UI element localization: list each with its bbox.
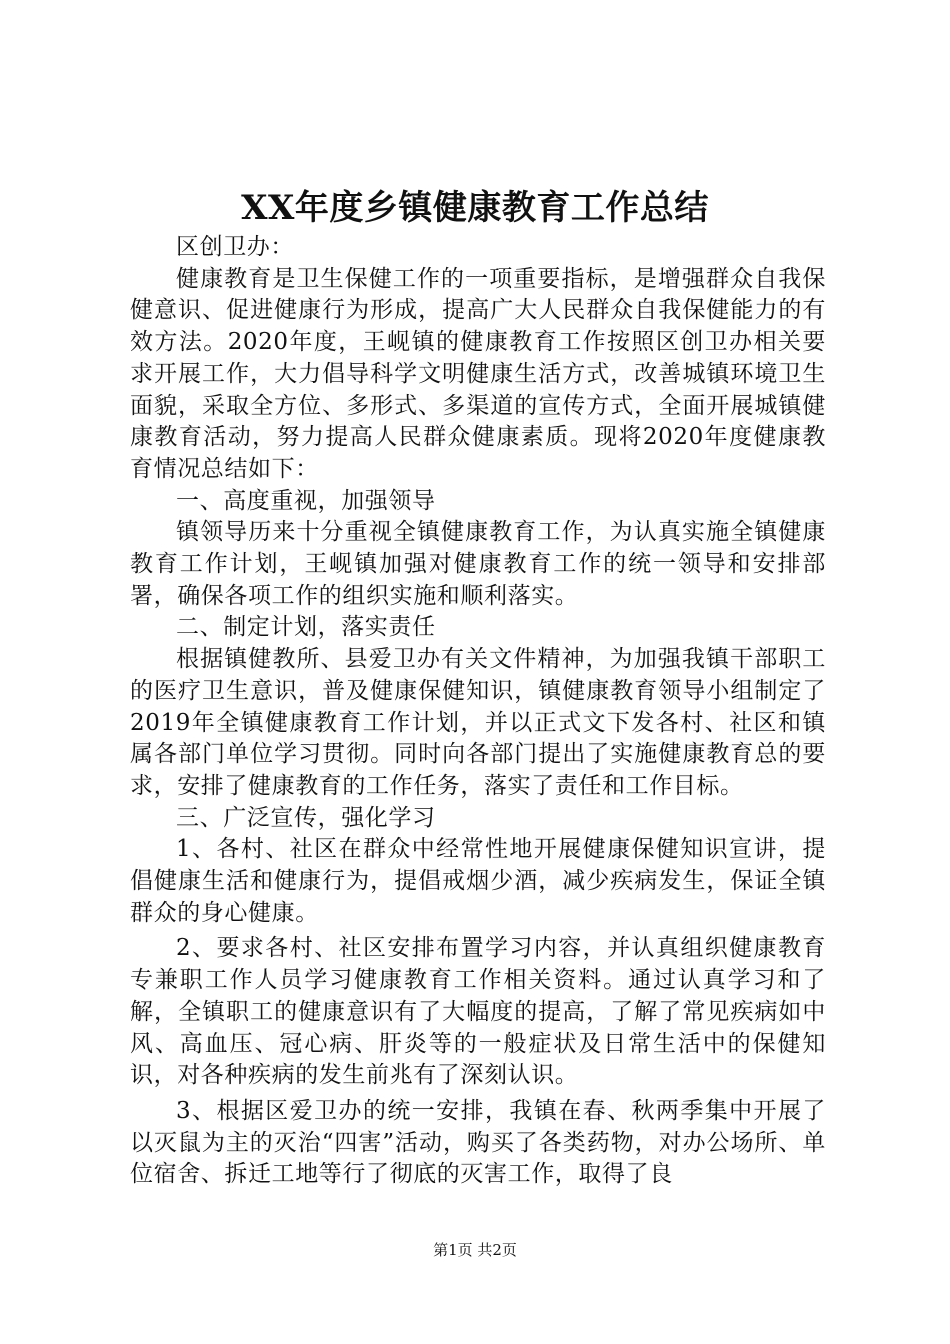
section-2-heading: 二、制定计划，落实责任 [176,614,436,641]
page-number-footer: 第1页 共2页 [433,1241,517,1259]
section-1-paragraph: 镇领导历来十分重视全镇健康教育工作，为认真实施全镇健康教育工作计划，王岘镇加强对健康教育工作的统一领导和安排部署，确保各项工作的组织实施和顺利落实。 [130,519,826,609]
section-1-heading: 一、高度重视，加强领导 [176,487,436,514]
section-3-heading: 三、广泛宣传，强化学习 [176,804,436,831]
document-title: XX年度乡镇健康教育工作总结 [241,188,709,228]
section-2-paragraph: 根据镇健教所、县爱卫办有关文件精神，为加强我镇干部职工的医疗卫生意识，普及健康保健知识，镇健康教育领导小组制定了2019年全镇健康教育工作计划，并以正式文下发各村、社区和镇属各部门单位学习贯彻。同时向各部门提出了实施健康教育总的要求，安排了健康教育的工作任务，落实了责任和工作目标。 [130,646,826,799]
section-3-item-3: 3、根据区爱卫办的统一安排，我镇在春、秋两季集中开展了以灭鼠为主的灭治“四害”活动，购买了各类药物，对办公场所、单位宿舍、拆迁工地等行了彻底的灭害工作，取得了良 [130,1097,826,1188]
document-body [130,232,826,1191]
intro-paragraph: 健康教育是卫生保健工作的一项重要指标，是增强群众自我保健意识、促进健康行为形成，提高广大人民群众自我保健能力的有效方法。2020年度，王岘镇的健康教育工作按照区创卫办相关要求开展工作，大力倡导科学文明健康生活方式，改善城镇环境卫生面貌，采取全方位、多形式、多渠道的宣传方式，全面开展城镇健康教育活动，努力提高人民群众健康素质。现将2020年度健康教育情况总结如下： [130,265,826,482]
section-3-item-1: 1、各村、社区在群众中经常性地开展健康保健知识宣讲，提倡健康生活和健康行为，提倡戒烟少酒，减少疾病发生，保证全镇群众的身心健康。 [130,836,826,926]
section-3-item-2: 2、要求各村、社区安排布置学习内容，并认真组织健康教育专兼职工作人员学习健康教育工作相关资料。通过认真学习和了解，全镇职工的健康意识有了大幅度的提高，了解了常见疾病如中风、高血压、冠心病、肝炎等的一般症状及日常生活中的保健知识，对各种疾病的发生前兆有了深刻认识。 [130,935,826,1089]
salutation: 区创卫办： [176,234,294,260]
